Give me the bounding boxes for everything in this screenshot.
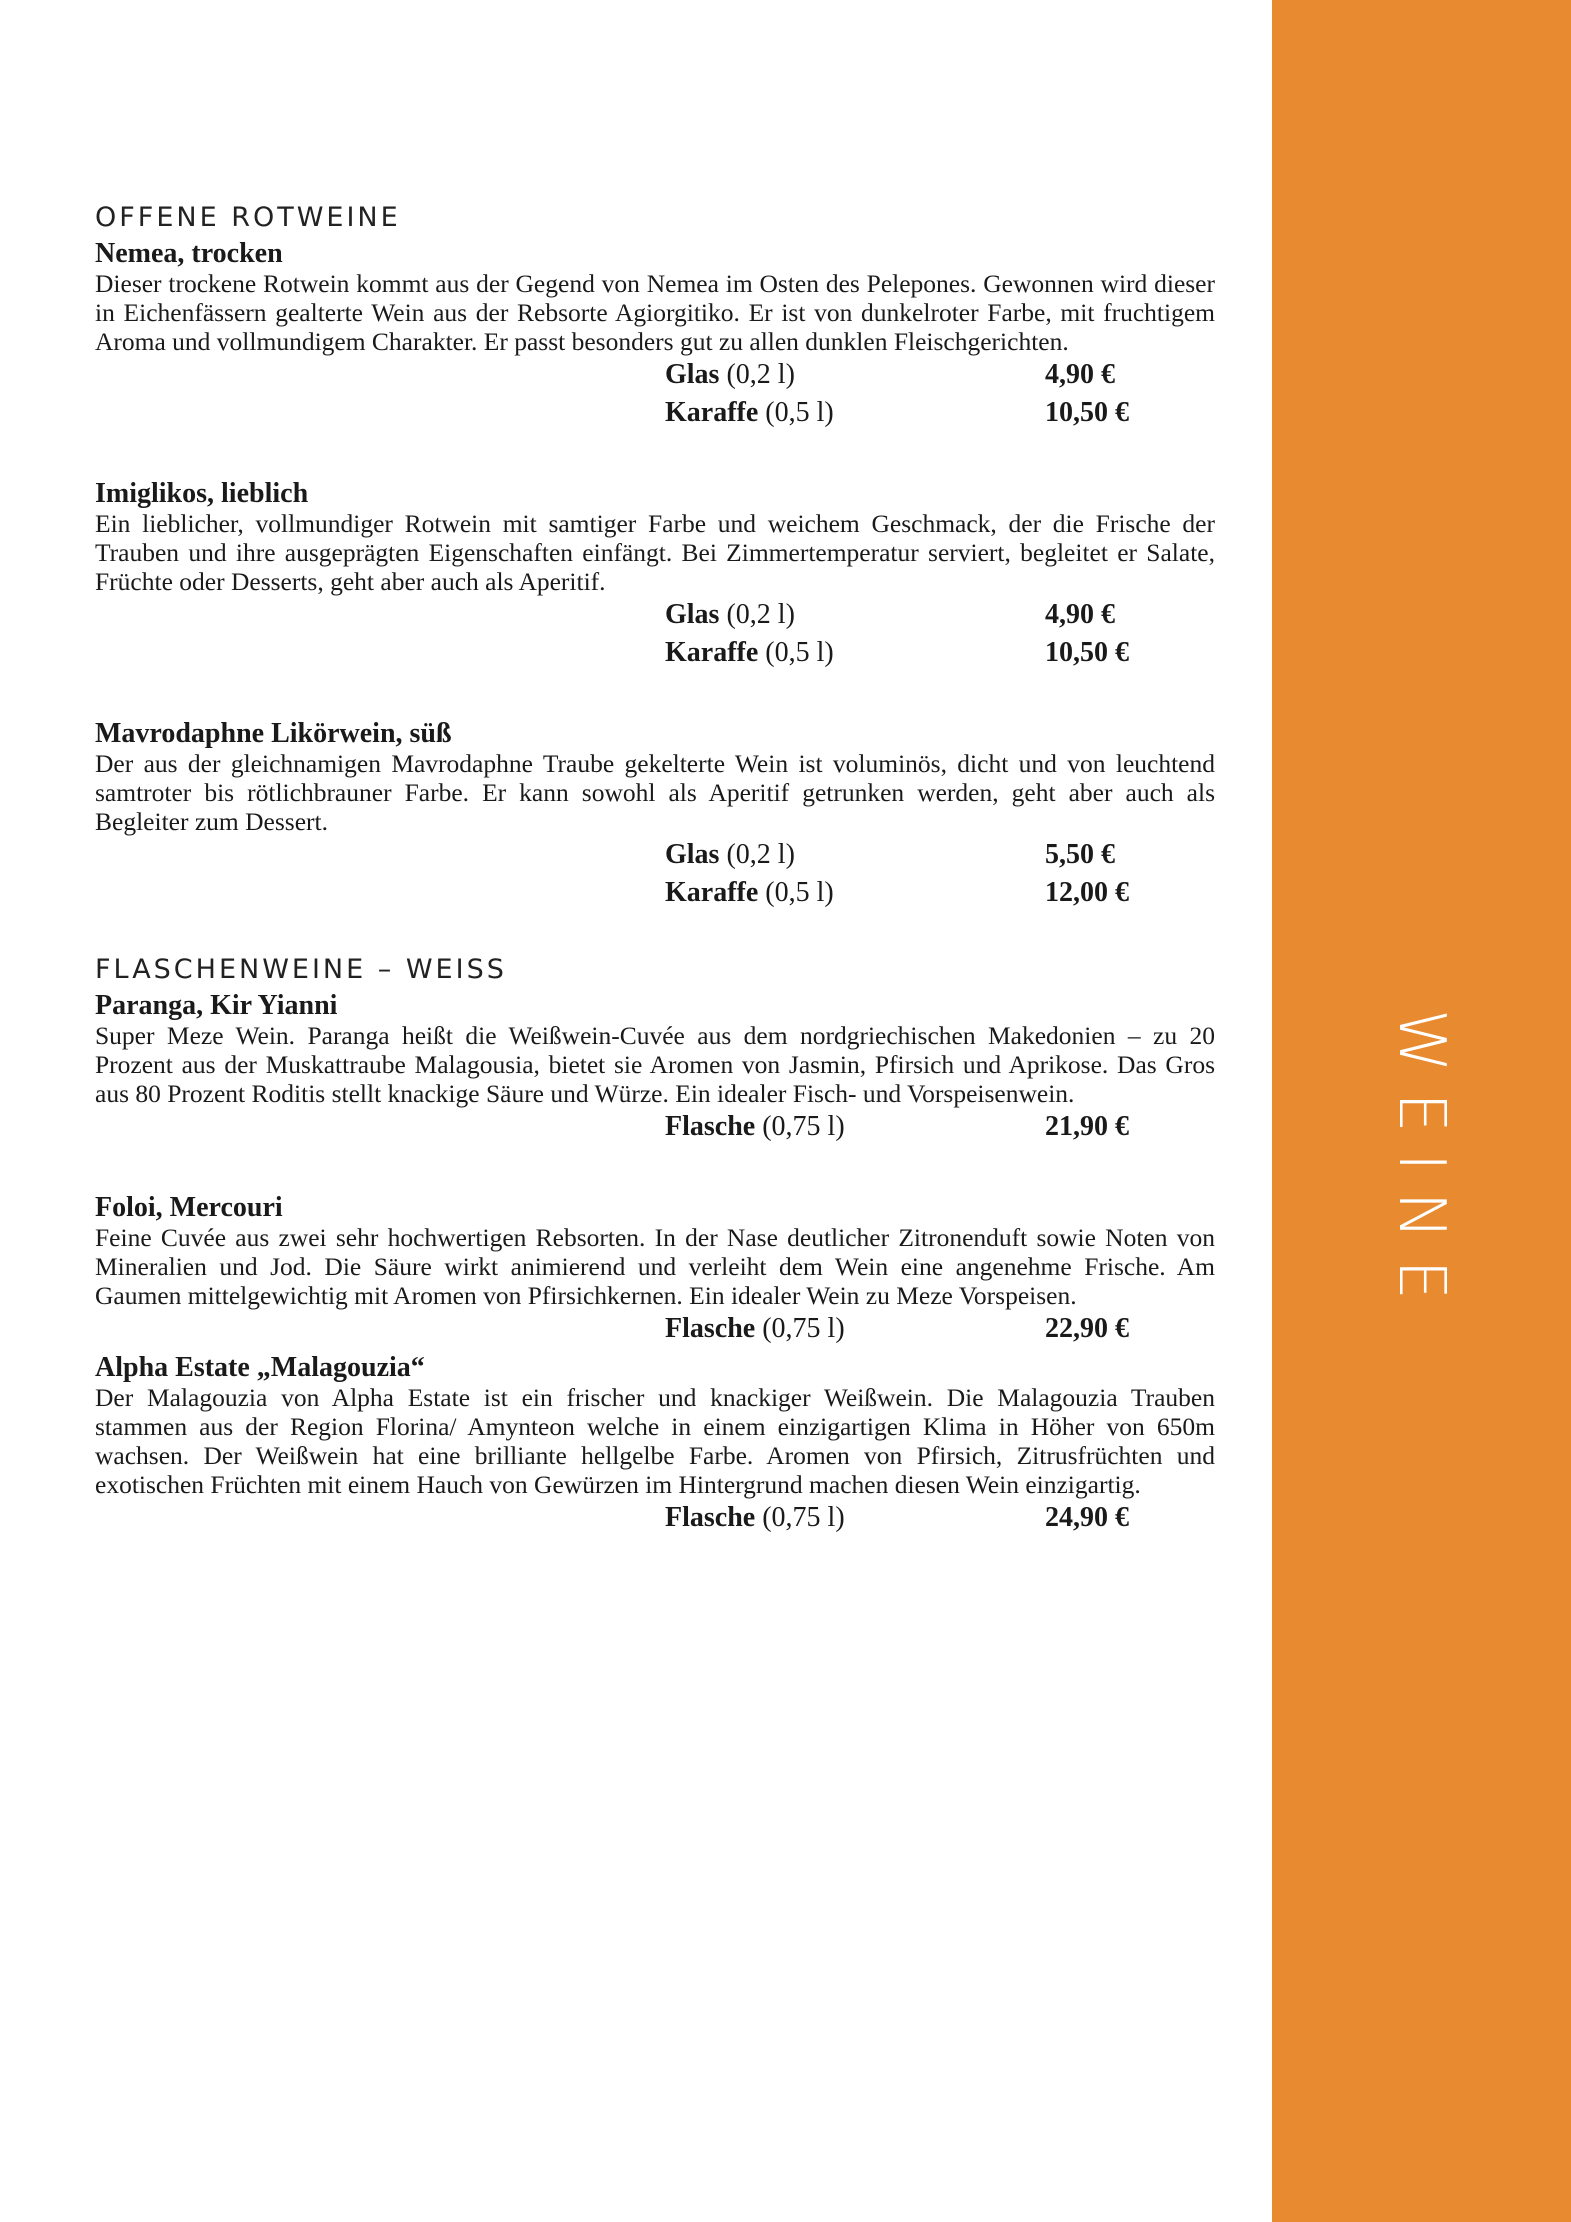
price-list [665,1310,1145,1348]
price-amount: 5,50 € [1045,839,1115,870]
price-row [665,874,1145,912]
wine-description: Der Malagouzia von Alpha Estate ist ein frischer und knackiger Weißwein. Die Malagouzia Trauben stammen aus der Region Florina/ Amynteon welche in einem einzigartigen Klima in Höher von 650m wachsen. Der Weißwein hat eine brilliante hellgelbe Farbe. Aromen von Pfirsich, Zitrusfrüchten und exotischen Früchten mit einem Hauch von Gewürzen im Hintergrund machen diesen Wein einzigartig. [95,1383,1215,1499]
price-size: (0,2 l) [726,599,795,630]
price-list [665,356,1145,432]
price-size: (0,75 l) [762,1313,845,1344]
wine-name: Nemea, trocken [95,238,283,269]
price-label: Glas [665,839,720,870]
wine-description: Super Meze Wein. Paranga heißt die Weißwein-Cuvée aus dem nordgriechischen Makedonien – zu 20 Prozent aus der Muskattraube Malagousia, bietet sie Aromen von Jasmin, Pfirsich und Aprikose. Das Gros aus 80 Prozent Roditis stellt knackige Säure und Würze. Ein idealer Fisch- und Vorspeisenwein. [95,1021,1215,1108]
price-row [665,1108,1145,1146]
price-list [665,1499,1145,1537]
price-label: Glas [665,599,720,630]
wine-description: Feine Cuvée aus zwei sehr hochwertigen Rebsorten. In der Nase deutlicher Zitronenduft sowie Noten von Mineralien und Jod. Die Säure wirkt animierend und verleiht dem Wein eine angenehme Frische. Am Gaumen mittelgewichtig mit Aromen von Pfirsichkernen. Ein idealer Wein zu Meze Vorspeisen. [95,1223,1215,1310]
price-amount: 10,50 € [1045,397,1129,428]
wine-name: Paranga, Kir Yianni [95,990,338,1021]
wine-item [95,1352,1215,1537]
price-size: (0,2 l) [726,359,795,390]
price-label: Karaffe [665,397,759,428]
price-size: (0,5 l) [765,397,834,428]
wine-description: Dieser trockene Rotwein kommt aus der Gegend von Nemea im Osten des Pelepones. Gewonnen wird dieser in Eichenfässern gealterte Wein aus der Rebsorte Agiorgitiko. Er ist von dunkelroter Farbe, mit fruchtigem Aroma und vollmundigem Charakter. Er passt besonders gut zu allen dunklen Fleischgerichten. [95,269,1215,356]
price-size: (0,75 l) [762,1111,845,1142]
price-list [665,836,1145,912]
price-size: (0,2 l) [726,839,795,870]
price-amount: 4,90 € [1045,599,1115,630]
price-amount: 22,90 € [1045,1313,1129,1344]
price-label: Flasche [665,1502,756,1533]
wine-name: Foloi, Mercouri [95,1192,283,1223]
price-amount: 12,00 € [1045,877,1129,908]
wine-item [95,238,1215,432]
price-label: Karaffe [665,877,759,908]
price-row [665,1499,1145,1537]
price-label: Flasche [665,1111,756,1142]
menu-content [95,200,1215,1537]
price-list [665,596,1145,672]
section-title-offene-rotweine: OFFENE ROTWEINE [95,202,401,233]
wine-item [95,478,1215,672]
wine-description: Ein lieblicher, vollmundiger Rotwein mit samtiger Farbe und weichem Geschmack, der die Frische der Trauben und ihre ausgeprägten Eigenschaften einfängt. Bei Zimmertemperatur serviert, begleitet er Salate, Früchte oder Desserts, geht aber auch als Aperitif. [95,509,1215,596]
price-list [665,1108,1145,1146]
side-title: WEINE [1384,1009,1458,1320]
price-amount: 24,90 € [1045,1502,1129,1533]
price-amount: 21,90 € [1045,1111,1129,1142]
wine-item [95,990,1215,1146]
price-row [665,1310,1145,1348]
section-title-flaschenweine-weiss: FLASCHENWEINE – WEISS [95,954,507,985]
wine-description: Der aus der gleichnamigen Mavrodaphne Traube gekelterte Wein ist voluminös, dicht und von leuchtend samtroter bis rötlichbrauner Farbe. Er kann sowohl als Aperitif getrunken werden, geht aber auch als Begleiter zum Dessert. [95,749,1215,836]
price-size: (0,5 l) [765,637,834,668]
price-size: (0,5 l) [765,877,834,908]
price-size: (0,75 l) [762,1502,845,1533]
wine-item [95,1192,1215,1348]
price-label: Karaffe [665,637,759,668]
price-row [665,356,1145,394]
wine-name: Imiglikos, lieblich [95,478,309,509]
wine-name: Mavrodaphne Likörwein, süß [95,718,452,749]
price-amount: 10,50 € [1045,637,1129,668]
wine-item [95,718,1215,912]
price-row [665,836,1145,874]
price-label: Flasche [665,1313,756,1344]
price-label: Glas [665,359,720,390]
wine-name: Alpha Estate „Malagouzia“ [95,1352,425,1383]
price-row [665,596,1145,634]
price-amount: 4,90 € [1045,359,1115,390]
price-row [665,634,1145,672]
price-row [665,394,1145,432]
